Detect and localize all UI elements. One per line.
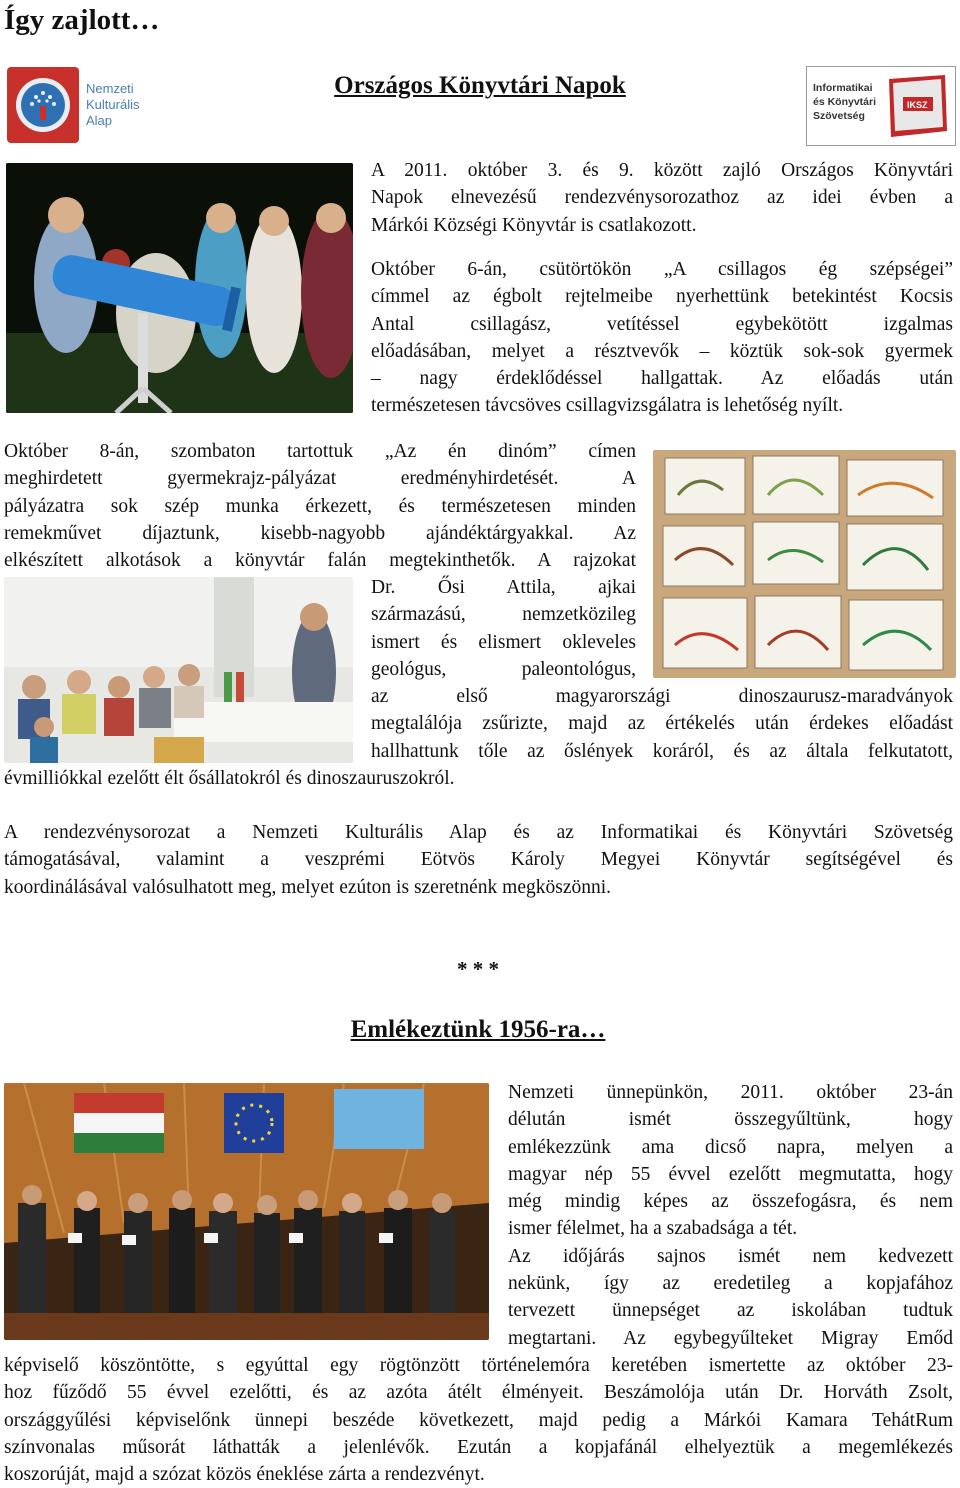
article1-acknowledgement [4, 819, 953, 901]
text-line: elkészített alkotások a könyvtár falán megtekinthetők. A rajzokat [4, 550, 636, 572]
text-line: meghirdetett gyermekrajz-pályázat eredményhirdetését. A [4, 468, 636, 490]
text-line: hoz fűződő 55 évvel ezelőtti, és az azóta átélt élményeit. Beszámolója után Dr. Horváth Zsolt, [4, 1382, 953, 1404]
text-line: Antal csillagász, vetítéssel egybekötött izgalmas [371, 313, 953, 335]
text-line: délután ismét összegyűltünk, hogy [508, 1109, 953, 1131]
text-line: koszorúját, majd a szózat közös éneklése zárta a rendezvényt. [4, 1464, 485, 1486]
page-heading: Így zajlott… [4, 4, 160, 36]
text-line: az első magyarországi dinoszaurusz-maradványok [371, 686, 953, 707]
text-line: remekművet díjaztunk, kisebb-nagyobb ajándéktárgyakkal. Az [4, 522, 636, 544]
svg-text:Informatikai: Informatikai [813, 82, 873, 94]
text-line: geológus, paleontológus, [371, 658, 636, 680]
text-line: még mindig képes az összefogásra, és nem [508, 1191, 953, 1213]
text-line: megtartani. Az egybegyűlteket Migray Emőd [508, 1327, 953, 1349]
text-line: ismert és elismert okleveles [371, 631, 636, 653]
telescope-photo [6, 163, 353, 413]
text-line: Márkói Községi Könyvtár is csatlakozott. [371, 214, 697, 236]
svg-text:Kulturális: Kulturális [86, 97, 140, 112]
iksz-logo-icon [807, 67, 955, 145]
article1-juror [371, 574, 636, 683]
text-line: A rendezvénysorozat a Nemzeti Kulturális Alap és az Informatikai és Könyvtári Szövetség [4, 822, 953, 843]
svg-text:IKSZ: IKSZ [907, 100, 928, 110]
svg-text:és Könyvtári: és Könyvtári [813, 96, 877, 108]
text-line: ismer félelmet, ha a szabadsága a tét. [508, 1218, 798, 1240]
commemoration-photo [4, 1083, 489, 1340]
event-audience-photo-image [4, 577, 353, 763]
text-line: pályázatra sok szép munka érkezett, és természetesen minden [4, 495, 636, 517]
iksz-logo [806, 66, 956, 146]
article1-october8 [4, 438, 636, 574]
article1-title: Országos Könyvtári Napok [334, 72, 626, 99]
drawings-photo-image [653, 450, 956, 678]
article1-juror-cont [371, 683, 953, 765]
text-line: természetesen távcsöves csillagvizsgálatra is lehetőség nyílt. [371, 395, 844, 417]
text-line: képviselő köszöntötte, s egyúttal egy rögtönzött történelemóra keretében ismertette az október 23- [4, 1355, 953, 1376]
text-line: Október 8-án, szombaton tartottuk „Az én dinóm” címen [4, 441, 636, 462]
commemoration-photo-image [4, 1083, 489, 1340]
text-line: származású, nemzetközileg [371, 604, 636, 626]
svg-text:Nemzeti: Nemzeti [86, 81, 134, 96]
text-line: magyar nép 55 évvel ezelőtt megmutatta, hogy [508, 1163, 953, 1185]
drawings-photo [653, 450, 956, 678]
text-line: színvonalas műsorát láthatták a jelenlévők. Ezután a kopjafánál elhelyeztük a megemlékezés [4, 1436, 953, 1458]
svg-text:Szövetség: Szövetség [813, 110, 865, 122]
article1-intro [371, 157, 953, 239]
article2-full-text [4, 1352, 953, 1488]
text-line: nekünk, így az eredetileg a kopjafához [508, 1273, 953, 1295]
text-line: A 2011. október 3. és 9. között zajló Országos Könyvtári [371, 160, 953, 181]
text-line: Nemzeti ünnepünkön, 2011. október 23-án [508, 1082, 953, 1103]
telescope-photo-image [6, 163, 353, 413]
text-line: címmel az égbolt rejtelmeibe nyerhettünk betekintést Kocsis [371, 286, 953, 308]
article2-title: Emlékeztünk 1956-ra… [350, 1016, 606, 1043]
text-line: évmilliókkal ezelőtt élt ősállatokról és dinoszauruszokról. [4, 768, 455, 789]
text-line: támogatásával, valamint a veszprémi Eötvös Károly Megyei Könyvtár segítségével és [4, 849, 953, 871]
text-line: országgyűlési képviselőnk ünnepi beszéde következett, majd pedig a Márkói Kamara TehátRum [4, 1409, 953, 1431]
svg-text:Alap: Alap [86, 113, 113, 128]
text-line: hallhattunk tőle az őslények koráról, és az általa felkutatott, [371, 740, 953, 762]
text-line: koordinálásával valósulhatott meg, melyet ezúton is szeretnénk megköszönni. [4, 876, 612, 898]
article2-side-text [508, 1079, 953, 1352]
text-line: tervezett ünnepséget az iskolában tudtuk [508, 1300, 953, 1322]
article1-juror-end [4, 765, 953, 792]
nka-logo [6, 66, 154, 146]
text-line: Dr. Ősi Attila, ajkai [371, 577, 636, 598]
article1-october6 [371, 256, 953, 420]
nka-logo-icon [6, 66, 154, 146]
section-separator: * * * [457, 957, 499, 981]
text-line: Október 6-án, csütörtökön „A csillagos ég szépségei” [371, 259, 953, 280]
text-line: – nagy érdeklődéssel hallgattak. Az előadás után [371, 368, 953, 390]
text-line: Az időjárás sajnos ismét nem kedvezett [508, 1245, 953, 1267]
text-line: megtalálója zsűrizte, majd az értékelés után érdekes előadást [371, 713, 953, 735]
text-line: előadásában, melyet a résztvevők – köztük sok-sok gyermek [371, 340, 953, 362]
text-line: Napok elnevezésű rendezvénysorozathoz az idei évben a [371, 187, 953, 209]
text-line: emlékezzünk ama dicső napra, melyen a [508, 1136, 953, 1158]
event-audience-photo [4, 577, 353, 763]
